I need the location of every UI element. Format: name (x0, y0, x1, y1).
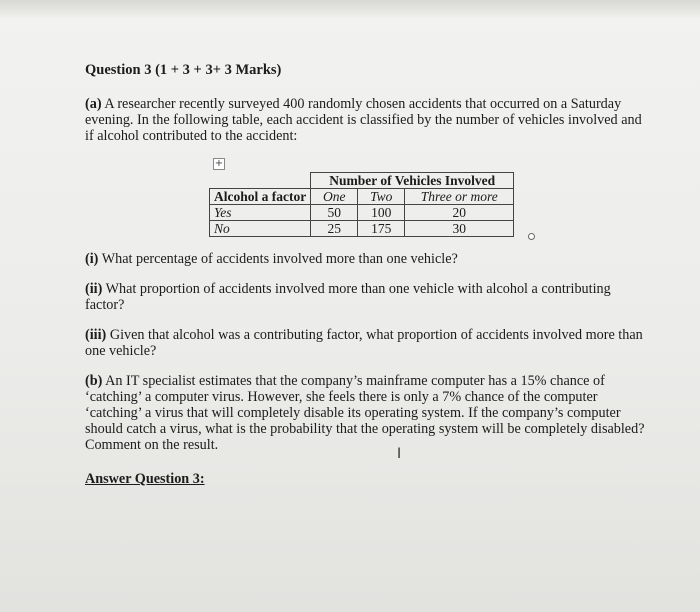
cell-yes-two: 100 (358, 205, 405, 221)
answer-heading[interactable]: Answer Question 3: (85, 471, 205, 487)
cell-yes-three: 20 (405, 205, 514, 221)
top-shadow (0, 0, 700, 18)
part-a-text: A researcher recently surveyed 400 randomly chosen accidents that occurred on a Saturday evening. In the following table, each accident is classified by the number of vehicles involved and if alcohol contributed to the accident: (85, 96, 642, 144)
question-ii-label: (ii) (85, 281, 103, 297)
table-group-header-row (210, 173, 514, 189)
part-b-label: (b) (85, 373, 103, 389)
table-row (210, 221, 514, 237)
part-b-paragraph (85, 373, 645, 453)
question-iii-text: Given that alcohol was a contributing factor, what proportion of accidents involved more than one vehicle? (85, 327, 643, 359)
table-empty-cell (210, 173, 311, 189)
question-i-label: (i) (85, 251, 99, 267)
question-i (85, 251, 645, 267)
table-move-handle-icon[interactable]: + (214, 158, 224, 169)
question-title: Question 3 (1 + 3 + 3+ 3 Marks) (85, 62, 282, 78)
column-header-three: Three or more (405, 189, 514, 205)
table-row (210, 205, 514, 221)
table-resize-handle-icon[interactable] (528, 233, 535, 240)
row-label-yes: Yes (210, 205, 311, 221)
column-header-one: One (311, 189, 358, 205)
part-a-label: (a) (85, 96, 102, 112)
question-i-text: What percentage of accidents involved more than one vehicle? (101, 251, 458, 267)
question-iii (85, 327, 645, 359)
row-header: Alcohol a factor (210, 189, 311, 205)
group-header: Number of Vehicles Involved (311, 173, 514, 189)
column-header-two: Two (358, 189, 405, 205)
question-ii (85, 281, 645, 313)
part-a-paragraph (85, 96, 645, 144)
question-ii-text: What proportion of accidents involved more than one vehicle with alcohol a contributing factor? (85, 281, 611, 313)
part-b-text: An IT specialist estimates that the company’s mainframe computer has a 15% chance of ‘catching’ a computer virus. However, she feels there is only a 7% chance of the computer ‘catching’ a virus that will completely disable its operating system. If the company’s computer should catch a virus, what is the probability that the operating system will be completely disabled? Comment on the result. (85, 373, 645, 453)
text-cursor-icon: I (397, 446, 402, 462)
row-label-no: No (210, 221, 311, 237)
cell-no-two: 175 (358, 221, 405, 237)
accident-table-wrapper (213, 154, 533, 237)
question-iii-label: (iii) (85, 327, 107, 343)
cell-no-one: 25 (311, 221, 358, 237)
cell-no-three: 30 (405, 221, 514, 237)
table-column-header-row (210, 189, 514, 205)
document-content (85, 62, 645, 501)
cell-yes-one: 50 (311, 205, 358, 221)
accident-table (209, 172, 514, 237)
